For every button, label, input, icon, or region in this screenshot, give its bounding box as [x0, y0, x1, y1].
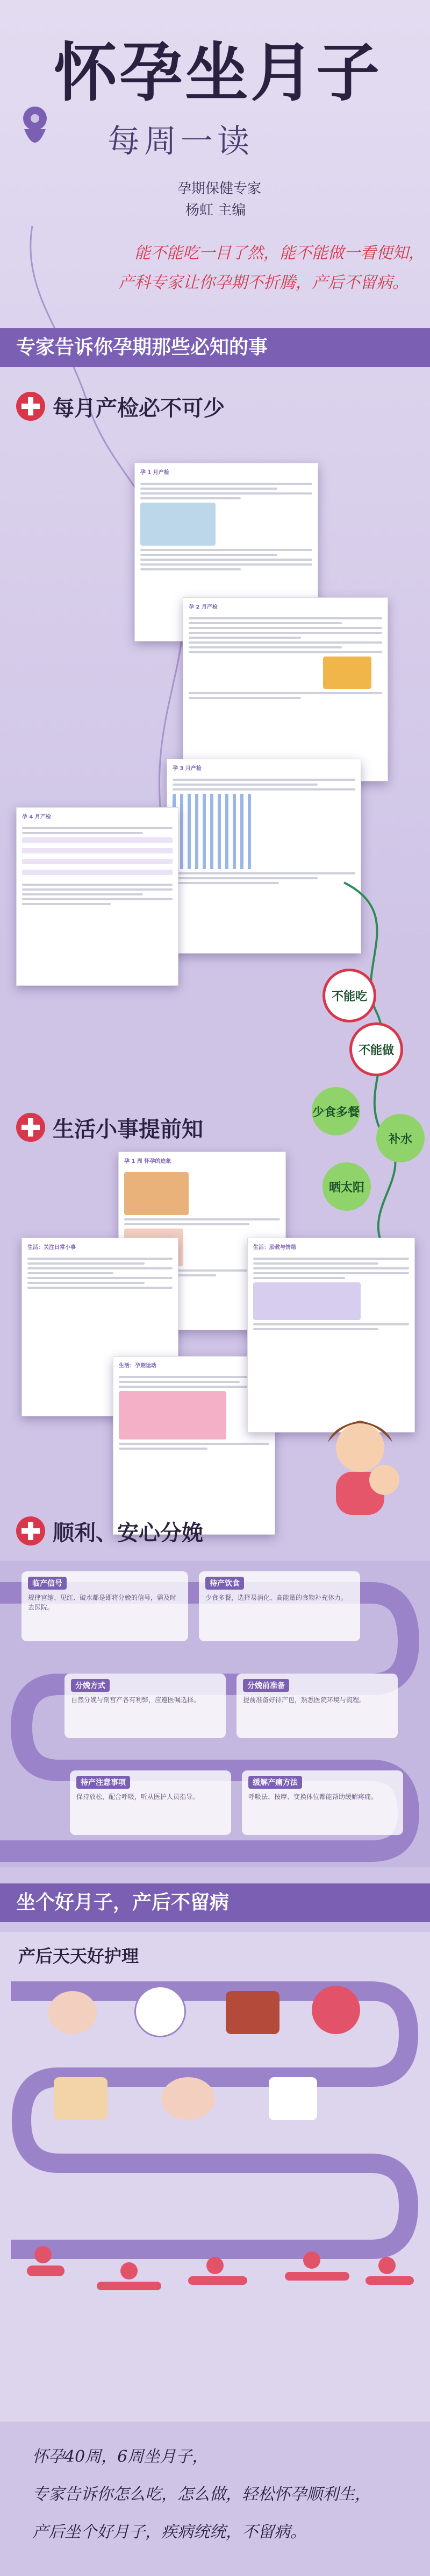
exercise-image: [119, 1391, 226, 1439]
mother-child-illustration: [306, 1410, 414, 1518]
food-image: [323, 657, 371, 689]
banner-postpartum: 坐个好月子，产后不留病: [0, 1883, 430, 1922]
chart-image: [173, 794, 253, 869]
section-prenatal-checkups: [0, 387, 225, 425]
delivery-item-1: [22, 1571, 188, 1641]
page-heading: 孕 3 月产检: [173, 766, 202, 772]
book-page-life4: [247, 1238, 415, 1432]
item-text: 呼吸法、按摩、变换体位都能帮助缓解疼痛。: [248, 1793, 378, 1801]
medical-cross-icon: [16, 1516, 45, 1545]
editor-name: 杨虹 主编: [185, 202, 246, 218]
medical-cross-icon: [16, 392, 45, 421]
banner-pregnancy-knowledge: 专家告诉你孕期那些必知的事: [0, 328, 430, 367]
section-title: 每月产检必不可少: [53, 396, 225, 421]
table-image: [22, 837, 173, 880]
tag-small-meals: 少食多餐: [312, 1087, 360, 1135]
tag-cannot-eat: 不能吃: [322, 969, 376, 1022]
item-title: 缓解产痛方法: [248, 1776, 302, 1789]
mother-resting-icon: [48, 1991, 97, 2034]
care-photo-icon: [134, 1986, 186, 2037]
page-heading: 生活：关注日常小事: [27, 1245, 76, 1251]
section-title: 生活小事提前知: [53, 1117, 203, 1142]
footer-line-1: 怀孕40周，6周坐月子，: [32, 2447, 209, 2466]
delivery-item-2: [199, 1571, 360, 1641]
mother-child-icon: [269, 2077, 317, 2120]
item-text: 保持放松，配合呼吸，听从医护人员指导。: [76, 1793, 199, 1801]
fruit-icon: [312, 1986, 360, 2034]
item-text: 少食多餐，选择易消化、高能量的食物补充体力。: [205, 1594, 348, 1601]
delivery-item-5: [70, 1770, 231, 1835]
page-heading: 生活：胎教与情绪: [253, 1245, 296, 1251]
page-heading: 孕 1 月产检: [140, 470, 169, 476]
tag-sunbathe: 晒太阳: [322, 1162, 371, 1211]
food-bowl-image: [124, 1172, 189, 1215]
baby-belly-icon: [16, 102, 54, 156]
page-heading: 孕 4 月产检: [22, 814, 51, 820]
food-bowl-icon: [226, 1991, 280, 2034]
tag-hydrate: 补水: [376, 1114, 425, 1162]
book-page-month4: [16, 807, 178, 986]
section-title: 顺利、安心分娩: [53, 1520, 203, 1545]
postpartum-care-title: 产后天天好护理: [18, 1946, 139, 1966]
medical-cross-icon: [16, 1113, 45, 1142]
section-safe-delivery: [0, 1512, 203, 1550]
book-title: 怀孕坐月子: [54, 36, 382, 110]
delivery-item-6: [242, 1770, 403, 1835]
item-title: 临产信号: [28, 1577, 67, 1590]
item-text: 规律宫缩、见红、破水都是即将分娩的信号，需及时去医院。: [28, 1594, 177, 1611]
item-title: 分娩方式: [71, 1679, 110, 1692]
yoga-image: [253, 1282, 361, 1320]
baby-bath-icon: [54, 2077, 108, 2120]
page-heading: 生活：孕期运动: [119, 1363, 156, 1369]
book-page-month2: [183, 597, 388, 781]
section-daily-life: [0, 1109, 203, 1146]
item-text: 自然分娩与剖宫产各有利弊，应遵医嘱选择。: [71, 1696, 200, 1704]
item-title: 待产注意事项: [76, 1776, 130, 1789]
footer-line-3: 产后坐个好月子，疾病统统，不留病。: [32, 2523, 306, 2542]
delivery-item-3: [64, 1674, 226, 1738]
slogan-line-2: 产科专家让你孕期不折腾，产后不留病。: [118, 273, 408, 292]
delivery-item-4: [236, 1674, 398, 1738]
editor-role: 孕期保健专家: [177, 181, 262, 197]
footer-line-2: 专家告诉你怎么吃，怎么做，轻松怀孕顺利生，: [32, 2485, 371, 2504]
test-kit-image: [140, 503, 216, 546]
item-text: 提前准备好待产包，熟悉医院环境与流程。: [243, 1696, 366, 1704]
page-heading: 孕 1 周 怀孕的迹象: [124, 1159, 171, 1165]
tag-cannot-do: 不能做: [349, 1022, 403, 1076]
postpartum-exercise-illustrations: [11, 2222, 419, 2319]
slogan-line-1: 能不能吃一目了然，能不能做一看便知，: [134, 244, 425, 263]
item-title: 分娩前准备: [243, 1679, 289, 1692]
page-heading: 孕 2 月产检: [189, 604, 218, 610]
item-title: 待产饮食: [205, 1577, 244, 1590]
baby-icon: [161, 2077, 215, 2120]
book-subtitle: 每周一读: [108, 123, 254, 160]
